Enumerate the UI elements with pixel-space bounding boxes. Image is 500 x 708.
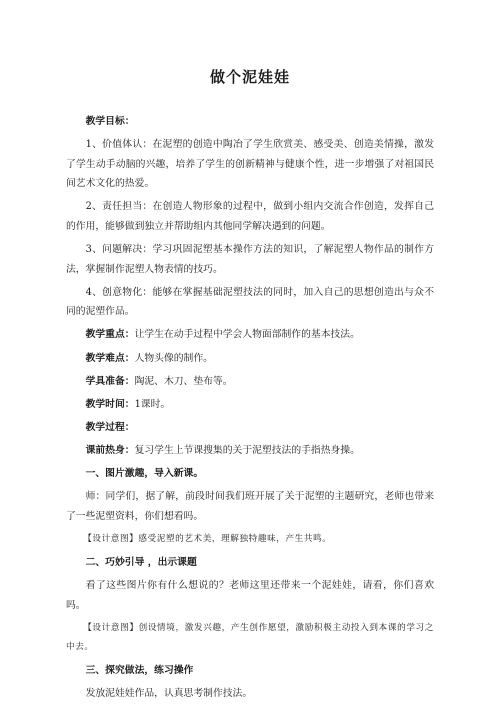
difficulty bbox=[66, 349, 434, 369]
process-heading: 教学过程： bbox=[85, 421, 135, 433]
section2-design-note: 【设计意图】创设情境，激发兴趣，产生创作愿望，激励积极主动投入到本课的学习之中去。 bbox=[66, 622, 434, 653]
section1-text: 师：同学们，据了解，前段时间我们班开展了关于泥塑的主题研究，老师也带来了一些泥塑资料，你们想看吗。 bbox=[66, 491, 434, 522]
goal-item-4: 4、创意物化：能够在掌握基础泥塑技法的同时，加入自己的思想创造出与众不同的泥塑作品。 bbox=[66, 286, 434, 318]
goals-heading: 教学目标： bbox=[85, 116, 135, 127]
section1-heading: 一、图片激趣，导入新课。 bbox=[85, 468, 204, 479]
difficulty-label: 教学难点： bbox=[85, 352, 135, 364]
warmup-label: 课前热身： bbox=[85, 444, 135, 456]
goal-item-2: 2、责任担当：在创造人物形象的过程中，做到小组内交流合作创造，发挥自己的作用，能够做到独立并帮助组内其他同学解决遇到的问题。 bbox=[66, 201, 434, 232]
materials-text: 陶泥、木刀、垫布等。 bbox=[134, 375, 233, 387]
duration bbox=[66, 395, 434, 415]
document-body bbox=[66, 112, 434, 708]
materials bbox=[66, 372, 434, 392]
warmup bbox=[66, 441, 434, 461]
goal-item-1: 1、价值体认：在泥塑的创造中陶冶了学生欣赏美、感受美、创造美情操，激发了学生动手动脑的兴趣，培养了学生的创新精神与健康个性，进一步增强了对祖国民间艺术文化的热爱。 bbox=[66, 139, 434, 190]
difficulty-text: 人物头像的制作。 bbox=[134, 352, 213, 364]
section3-heading: 三、探究做法，练习操作 bbox=[85, 665, 194, 677]
warmup-text: 复习学生上节课搜集的关于泥塑技法的手指热身操。 bbox=[134, 444, 360, 456]
section1-design-note: 【设计意图】感受泥塑的艺术美，理解独特趣味，产生共鸣。 bbox=[83, 533, 332, 544]
materials-label: 学具准备： bbox=[85, 375, 135, 387]
document-title: 做个泥娃娃 bbox=[209, 68, 290, 86]
duration-label: 教学时间： bbox=[85, 398, 135, 410]
key-point-text: 让学生在动手过程中学会人物面部制作的基本技法。 bbox=[134, 329, 360, 341]
key-point-label: 教学重点： bbox=[85, 329, 135, 341]
goal-item-3: 3、问题解决：学习巩固泥塑基本操作方法的知识，了解泥塑人物作品的制作方法，掌握制作泥塑人物表情的技巧。 bbox=[66, 244, 434, 275]
section3-text: 发放泥娃娃作品，认真思考制作技法。 bbox=[85, 688, 253, 700]
key-point bbox=[66, 325, 434, 345]
duration-text: 1课时。 bbox=[134, 398, 171, 410]
section2-heading: 二、巧妙引导 ，出示课题 bbox=[85, 556, 197, 568]
section2-text: 看了这些图片你有什么想说的？老师这里还带来一个泥娃娃，请看，你们喜欢吗。 bbox=[66, 579, 434, 611]
